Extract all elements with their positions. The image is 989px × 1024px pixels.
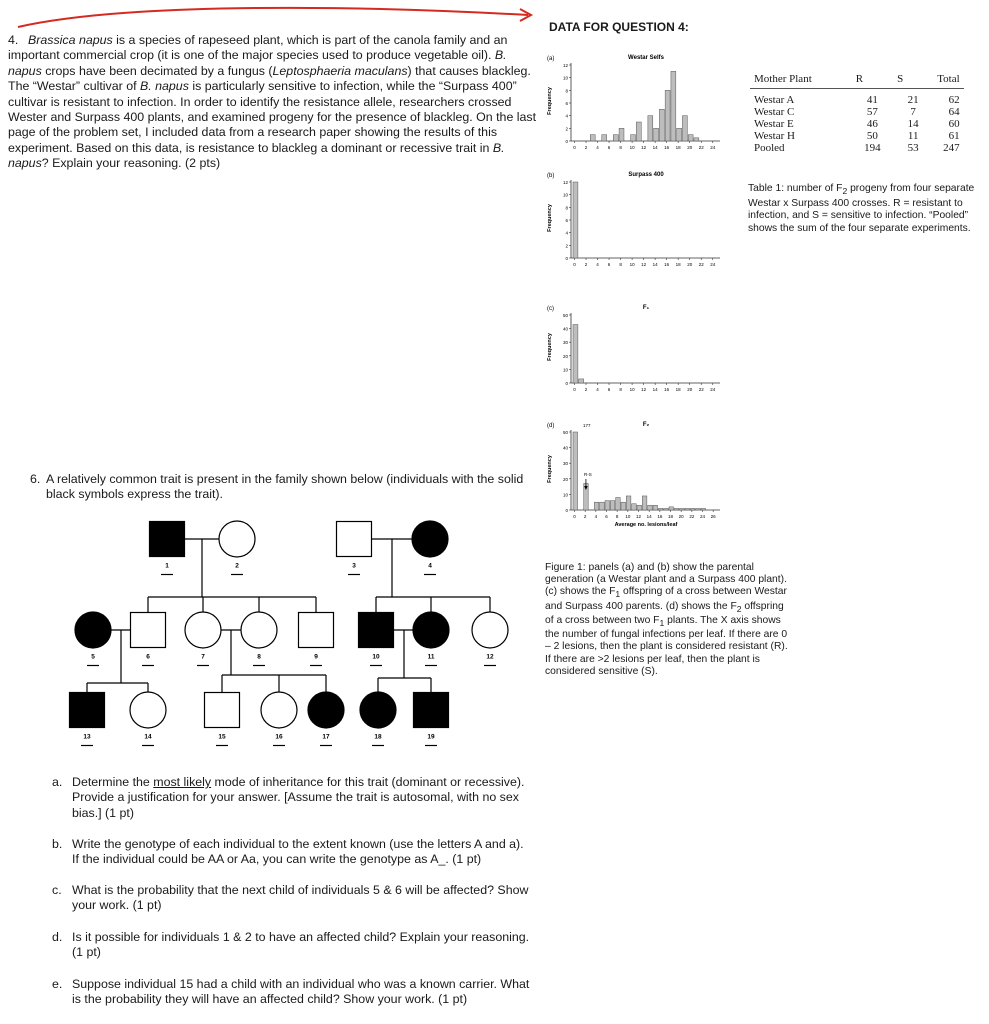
- female-symbol: [219, 521, 255, 557]
- x-tick-label: 14: [646, 514, 652, 519]
- subquestion-d: d. Is it possible for individuals 1 & 2 to have an affected child? Explain your reasoning. (1 pt): [52, 930, 530, 960]
- subquestion-b: b. Write the genotype of each individual to the extent known (use the letters A and a). If the individual could be AA or Aa, you can write the genotype as A_. (1 pt): [52, 837, 524, 867]
- subquestion-a: a. Determine the most likely mode of inheritance for this trait (dominant or recessive). Provide a justification for your answer. [Assume the trait is autosomal, with no sex bias.] (1 pt): [52, 775, 525, 820]
- mother-plant-table: [750, 70, 964, 154]
- panel-label: (c): [547, 306, 554, 312]
- female-symbol: [472, 612, 508, 648]
- panel-label: (b): [547, 173, 555, 179]
- y-tick-label: 20: [562, 476, 568, 482]
- x-tick-label: 14: [652, 145, 658, 150]
- histogram-bar: [637, 505, 642, 510]
- histogram-bar: [664, 508, 669, 510]
- question-4-text: Brassica napus is a species of rapeseed plant, which is part of the canola family and an important commercial crop (it is one of the major species used to produce vegetable oil). B. napus crops have been decimated by a fungus (Leptosphaeria maculans) that causes blackleg. The “Westar” cultivar of B. napus is particularly sensitive to infection, while the “Surpass 400” cultivar is resistant to infection. In order to identify the resistance allele, researchers crossed Wester and Surpass 400 plants, and examined progeny for the presence of blackleg. On the last page of the problem set, I included data from a research paper showing the results of this experiment. Based on this data, is resistance to blackleg a dominant or recessive trait in B. napus? Explain your reasoning. (2 pts): [8, 33, 537, 171]
- question-6-text: A relatively common trait is present in the family shown below (individuals with the solid black symbols express the trait).: [46, 472, 524, 502]
- table-cell: 50: [866, 130, 878, 142]
- x-tick-label: 0: [573, 145, 576, 150]
- x-tick-label: 22: [698, 262, 704, 267]
- female-symbol: [413, 612, 449, 648]
- panel-title: F₂: [642, 422, 650, 428]
- x-tick-label: 4: [596, 262, 599, 267]
- histogram-bar: [573, 432, 578, 510]
- table-cell: 57: [866, 106, 878, 118]
- x-tick-label: 10: [625, 514, 631, 519]
- y-tick-label: 8: [565, 88, 568, 94]
- histogram-bar: [613, 135, 618, 141]
- individual-number: 4: [428, 562, 432, 570]
- y-tick-label: 0: [565, 256, 568, 261]
- table-cell: 61: [948, 130, 960, 142]
- table-row: [750, 130, 964, 142]
- figure-caption: Figure 1: panels (a) and (b) show the parental generation (a Westar plant and a Surpass 400 plant). (c) shows the $F_1$ offspring of a cross between Westar and Surpass 400 parents. (d) shows the $F_2$ offspring of a cross between two $F_1$ plants. The X axis shows the number of fungal infections per leaf. If there are 0 – 2 lesions, then the plant is considered resistant (R). If there are >2 lesions per leaf, then the plant is considered sensitive (S).: [545, 562, 788, 677]
- female-symbol: [412, 521, 448, 557]
- individual-number: 2: [235, 562, 239, 570]
- histogram-bar: [573, 325, 578, 383]
- x-tick-label: 2: [583, 514, 587, 519]
- male-symbol: [205, 693, 240, 728]
- y-axis-label: Frequency: [547, 204, 553, 232]
- x-tick-label: 20: [687, 387, 693, 392]
- male-symbol: [359, 613, 394, 648]
- female-symbol: [261, 692, 297, 728]
- individual-number: 3: [352, 562, 356, 570]
- histogram-bar: [631, 135, 636, 141]
- individual-number: 5: [91, 653, 95, 661]
- histogram-bar: [659, 109, 664, 141]
- table-header-cell: R: [852, 70, 893, 89]
- male-symbol: [131, 613, 166, 648]
- question-6: [30, 472, 528, 503]
- x-tick-label: 6: [607, 262, 611, 267]
- y-tick-label: 2: [565, 243, 568, 249]
- histogram-bar: [701, 508, 706, 510]
- x-tick-label: 22: [689, 514, 695, 519]
- individual-number: 17: [322, 733, 330, 741]
- panel-title: Westar Selfs: [628, 55, 664, 61]
- panel-label: (d): [547, 423, 555, 429]
- individual-number: 7: [201, 653, 205, 661]
- female-symbol: [241, 612, 277, 648]
- x-tick-label: 26: [710, 514, 716, 519]
- table-cell: 46: [866, 118, 878, 130]
- x-tick-label: 2: [584, 262, 588, 267]
- table-cell: 64: [948, 106, 960, 118]
- data-heading: DATA FOR QUESTION 4:: [549, 20, 689, 34]
- individual-number: 13: [83, 733, 91, 741]
- histogram-bar: [619, 128, 624, 141]
- table-header-cell: S: [893, 70, 933, 89]
- table-cell: 247: [943, 142, 960, 154]
- y-tick-label: 50: [562, 430, 568, 435]
- histogram-bar: [677, 128, 682, 141]
- table-cell: 53: [907, 142, 919, 154]
- y-tick-label: 8: [565, 205, 568, 211]
- female-symbol: [360, 692, 396, 728]
- individual-number: 16: [275, 733, 283, 741]
- x-tick-label: 4: [594, 514, 598, 519]
- table-cell: Pooled: [754, 142, 785, 154]
- x-tick-label: 16: [657, 514, 663, 519]
- x-tick-label: 2: [584, 145, 588, 150]
- female-symbol: [130, 692, 166, 728]
- table-cell: 194: [864, 142, 881, 154]
- histogram-figure: [535, 45, 720, 535]
- histogram-bar: [648, 116, 653, 141]
- table-cell: 11: [907, 130, 919, 142]
- histogram-bar: [694, 138, 699, 141]
- table-row: [750, 106, 964, 118]
- y-axis-label: Frequency: [547, 333, 553, 361]
- y-tick-label: 30: [562, 461, 568, 467]
- pedigree-chart: [60, 515, 510, 750]
- male-symbol: [299, 613, 334, 648]
- male-symbol: [414, 693, 449, 728]
- y-tick-label: 0: [565, 508, 568, 513]
- table-row: [750, 89, 964, 107]
- y-tick-label: 10: [562, 192, 568, 198]
- y-tick-label: 6: [565, 218, 568, 223]
- table-row: [750, 118, 964, 130]
- y-tick-label: 50: [562, 313, 568, 318]
- histogram-bar: [594, 502, 599, 510]
- x-tick-label: 0: [573, 262, 576, 267]
- histogram-bar: [665, 90, 670, 141]
- question-4: [8, 33, 538, 172]
- histogram-bar: [632, 504, 637, 510]
- x-tick-label: 22: [698, 145, 704, 150]
- x-axis-label: Average no. lesions/leaf: [614, 522, 678, 528]
- x-tick-label: 20: [687, 262, 693, 267]
- y-tick-label: 10: [562, 367, 568, 373]
- x-tick-label: 6: [605, 514, 608, 519]
- x-tick-label: 8: [619, 387, 622, 392]
- y-tick-label: 30: [562, 340, 568, 346]
- histogram-bar: [636, 122, 641, 141]
- x-tick-label: 18: [667, 514, 674, 519]
- table-header-cell: Total: [933, 70, 963, 89]
- x-tick-label: 18: [675, 262, 681, 267]
- table-cell: 21: [907, 94, 919, 106]
- off-scale-annotation: 177: [583, 423, 591, 428]
- histogram-bar: [653, 505, 658, 510]
- histogram-bar: [602, 135, 607, 141]
- subquestion-c: c. What is the probability that the next child of individuals 5 & 6 will be affected? Show your work. (1 pt): [52, 883, 529, 913]
- table-cell: 41: [866, 94, 878, 106]
- x-tick-label: 8: [615, 514, 619, 519]
- x-tick-label: 16: [664, 262, 670, 267]
- table-header-row: [750, 70, 964, 89]
- histogram-bar: [626, 496, 631, 510]
- x-tick-label: 18: [675, 387, 681, 392]
- histogram-bar: [579, 379, 584, 383]
- x-tick-label: 24: [710, 262, 716, 267]
- individual-number: 8: [257, 653, 261, 661]
- individual-number: 15: [218, 733, 226, 741]
- x-tick-label: 14: [652, 262, 658, 267]
- y-tick-label: 0: [565, 381, 568, 386]
- x-tick-label: 0: [573, 387, 576, 392]
- individual-number: 12: [486, 653, 494, 661]
- x-tick-label: 12: [641, 262, 647, 267]
- table-cell: 62: [948, 94, 960, 106]
- male-symbol: [70, 693, 105, 728]
- x-tick-label: 14: [652, 387, 658, 392]
- female-symbol: [185, 612, 221, 648]
- x-tick-label: 12: [641, 145, 647, 150]
- table-cell: 7: [910, 106, 916, 118]
- x-tick-label: 24: [710, 387, 716, 392]
- x-tick-label: 6: [607, 387, 611, 392]
- y-tick-label: 6: [565, 101, 568, 106]
- table-cell: Westar E: [754, 118, 794, 130]
- table-cell: Westar A: [754, 94, 795, 106]
- panel-label: (a): [547, 56, 555, 62]
- question-4-number: 4.: [8, 33, 19, 47]
- histogram-bar: [682, 116, 687, 141]
- histogram-bar: [610, 501, 615, 510]
- x-tick-label: 10: [629, 145, 635, 150]
- x-tick-label: 2: [584, 387, 588, 392]
- histogram-bar: [621, 502, 626, 510]
- x-tick-label: 0: [573, 514, 576, 519]
- x-tick-label: 16: [664, 145, 670, 150]
- histogram-bar: [674, 508, 679, 510]
- y-tick-label: 20: [562, 353, 568, 359]
- individual-number: 14: [144, 733, 152, 741]
- panel-title: Surpass 400: [628, 172, 664, 178]
- histogram-bar: [696, 508, 701, 510]
- individual-number: 10: [372, 653, 380, 661]
- histogram-bar: [648, 505, 653, 510]
- female-symbol: [75, 612, 111, 648]
- individual-number: 1: [165, 562, 169, 570]
- y-tick-label: 4: [565, 113, 568, 119]
- x-tick-label: 8: [619, 145, 622, 150]
- x-tick-label: 22: [698, 387, 704, 392]
- table-header-cell: Mother Plant: [750, 70, 852, 89]
- histogram-bar: [680, 508, 685, 510]
- y-tick-label: 12: [562, 180, 568, 185]
- x-tick-label: 10: [629, 262, 635, 267]
- histogram-bar: [600, 502, 605, 510]
- histogram-bar: [573, 182, 578, 258]
- x-tick-label: 4: [596, 387, 599, 392]
- y-axis-label: Frequency: [547, 455, 553, 483]
- y-tick-label: 2: [565, 126, 568, 132]
- table-cell: Westar H: [754, 130, 795, 142]
- y-axis-label: Frequency: [547, 87, 553, 115]
- y-tick-label: 0: [565, 139, 568, 144]
- male-symbol: [337, 522, 372, 557]
- y-tick-label: 10: [562, 492, 568, 498]
- individual-number: 6: [146, 653, 150, 661]
- table-cell: Westar C: [754, 106, 795, 118]
- x-tick-label: 24: [699, 514, 706, 519]
- individual-number: 9: [314, 653, 318, 661]
- y-tick-label: 4: [565, 230, 568, 236]
- x-tick-label: 16: [664, 387, 670, 392]
- male-symbol: [150, 522, 185, 557]
- histogram-bar: [669, 507, 674, 510]
- individual-number: 19: [427, 733, 435, 741]
- female-symbol: [308, 692, 344, 728]
- histogram-bar: [654, 128, 659, 141]
- histogram-bar: [690, 508, 695, 510]
- histogram-bar: [671, 71, 676, 141]
- histogram-bar: [642, 496, 647, 510]
- x-tick-label: 12: [635, 514, 642, 519]
- x-tick-label: 10: [629, 387, 635, 392]
- x-tick-label: 6: [607, 145, 611, 150]
- histogram-bar: [688, 135, 693, 141]
- histogram-bar: [605, 501, 610, 510]
- histogram-bar: [590, 135, 595, 141]
- individual-number: 18: [374, 733, 382, 741]
- question-6-number: 6.: [30, 472, 41, 486]
- histogram-bar: [685, 508, 690, 510]
- x-tick-label: 20: [678, 514, 684, 519]
- table-caption: Table 1: number of $F_2$ progeny from four separate Westar x Surpass 400 crosses. R = resistant to infection, and S = sensitive to infection. “Pooled” shows the sum of the four separate experiments.: [748, 183, 975, 234]
- red-annotation-arrow: [0, 0, 545, 32]
- subquestion-e: e. Suppose individual 15 had a child with an individual who was a known carrier. What is the probability they will have an affected child? Show your work. (1 pt): [52, 977, 530, 1007]
- table-cell: 14: [907, 118, 919, 130]
- x-tick-label: 24: [710, 145, 716, 150]
- y-tick-label: 10: [562, 75, 568, 81]
- threshold-annotation: R-S: [584, 472, 592, 477]
- x-tick-label: 20: [687, 145, 693, 150]
- individual-number: 11: [427, 653, 435, 661]
- table-row: [750, 142, 964, 154]
- y-tick-label: 40: [562, 326, 568, 332]
- x-tick-label: 12: [641, 387, 647, 392]
- histogram-bar: [616, 498, 621, 510]
- y-tick-label: 40: [562, 445, 568, 451]
- x-tick-label: 8: [619, 262, 622, 267]
- table-cell: 60: [948, 118, 960, 130]
- y-tick-label: 12: [562, 63, 568, 68]
- x-tick-label: 4: [596, 145, 599, 150]
- x-tick-label: 18: [675, 145, 681, 150]
- panel-title: F₁: [642, 305, 650, 311]
- histogram-bar: [658, 508, 663, 510]
